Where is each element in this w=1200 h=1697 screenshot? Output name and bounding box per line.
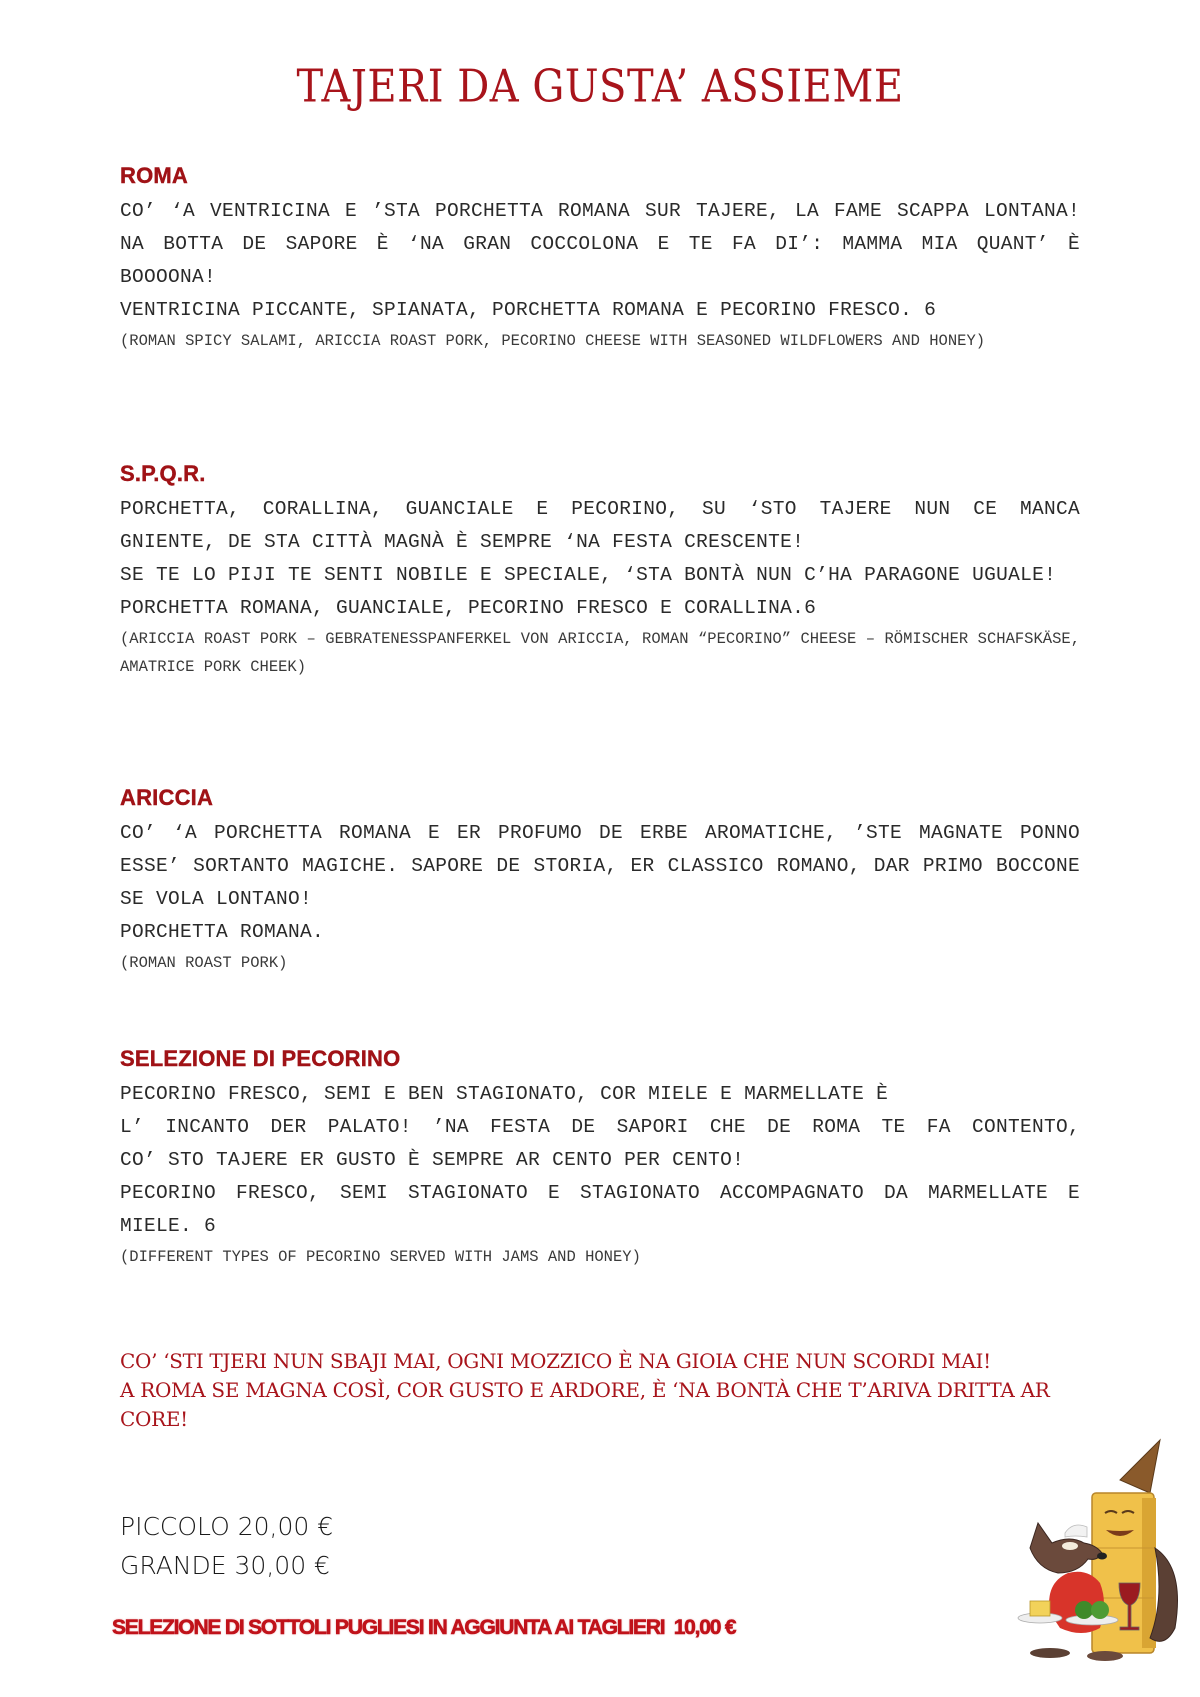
section-translation: (ROMAN ROAST PORK) bbox=[120, 954, 288, 972]
section-ariccia bbox=[120, 785, 1080, 977]
price-list bbox=[120, 1507, 333, 1585]
section-translation: (ARICCIA ROAST PORK – GEBRATENESSPANFERKEL VON ARICCIA, ROMAN “PECORINO” CHEESE – RÖMISCHER SCHAFSKÄSE, AMATRICE PORK CHEEK) bbox=[120, 630, 1080, 676]
section-translation: (ROMAN SPICY SALAMI, ARICCIA ROAST PORK, PECORINO CHEESE WITH SEASONED WILDFLOWERS AND HONEY) bbox=[120, 332, 986, 350]
wolf-cheese-mascot-icon bbox=[1010, 1438, 1185, 1668]
extra-offer: SELEZIONE DI SOTTOLI PUGLIESI IN AGGIUNTA AI TAGLIERI 10,00 € bbox=[112, 1616, 736, 1639]
section-title: ROMA bbox=[120, 163, 189, 188]
section-title: SELEZIONE DI PECORINO bbox=[120, 1046, 401, 1071]
section-description-line: L’ INCANTO DER PALATO! ’NA FESTA DE SAPORI CHE DE ROMA TE FA CONTENTO, bbox=[120, 1116, 1080, 1138]
section-ingredients: PORCHETTA ROMANA. bbox=[120, 921, 325, 943]
section-ingredients: VENTRICINA PICCANTE, SPIANATA, PORCHETTA ROMANA E PECORINO FRESCO. 6 bbox=[120, 299, 937, 321]
section-title: S.P.Q.R. bbox=[120, 461, 206, 486]
section-roma bbox=[120, 163, 1080, 355]
closing-line: CORE! bbox=[120, 1407, 188, 1431]
section-pecorino bbox=[120, 1046, 1080, 1271]
closing-line: A ROMA SE MAGNA COSÌ, COR GUSTO E ARDORE, È ‘NA BONTÀ CHE T’ARIVA DRITTA AR bbox=[120, 1378, 1050, 1402]
section-description-line: PECORINO FRESCO, SEMI E BEN STAGIONATO, COR MIELE E MARMELLATE È bbox=[120, 1083, 889, 1105]
section-spqr bbox=[120, 461, 1080, 681]
section-description-2: SE TE LO PIJI TE SENTI NOBILE E SPECIALE, ‘STA BONTÀ NUN C’HA PARAGONE UGUALE! bbox=[120, 564, 1057, 586]
section-description: CO’ ‘A PORCHETTA ROMANA E ER PROFUMO DE ERBE AROMATICHE, ’STE MAGNATE PONNO ESSE’ SORTANTO MAGICHE. SAPORE DE STORIA, ER CLASSICO ROMANO, DAR PRIMO BOCCONE SE VOLA LONTANO! bbox=[120, 822, 1080, 910]
section-translation: (DIFFERENT TYPES OF PECORINO SERVED WITH JAMS AND HONEY) bbox=[120, 1248, 641, 1266]
price-small: PICCOLO 20,00 € bbox=[120, 1512, 334, 1541]
page-title: TAJERI DA GUSTA’ ASSIEME bbox=[296, 61, 904, 113]
closing-rhyme bbox=[120, 1347, 1140, 1434]
section-ingredients: PORCHETTA ROMANA, GUANCIALE, PECORINO FRESCO E CORALLINA.6 bbox=[120, 597, 817, 619]
price-large: GRANDE 30,00 € bbox=[120, 1551, 330, 1580]
section-description-line: CO’ STO TAJERE ER GUSTO È SEMPRE AR CENTO PER CENTO! bbox=[120, 1149, 745, 1171]
section-description: PORCHETTA, CORALLINA, GUANCIALE E PECORINO, SU ‘STO TAJERE NUN CE MANCA GNIENTE, DE STA CITTÀ MAGNÀ È SEMPRE ‘NA FESTA CRESCENTE! bbox=[120, 498, 1080, 553]
section-ingredients: PECORINO FRESCO, SEMI STAGIONATO E STAGIONATO ACCOMPAGNATO DA MARMELLATE E MIELE. 6 bbox=[120, 1182, 1080, 1237]
section-description: CO’ ‘A VENTRICINA E ’STA PORCHETTA ROMANA SUR TAJERE, LA FAME SCAPPA LONTANA! NA BOTTA DE SAPORE È ‘NA GRAN COCCOLONA E TE FA DI’: MAMMA MIA QUANT’ È BOOOONA! bbox=[120, 200, 1080, 288]
section-title: ARICCIA bbox=[120, 785, 214, 810]
closing-line: CO’ ‘STI TJERI NUN SBAJI MAI, OGNI MOZZICO È NA GIOIA CHE NUN SCORDI MAI! bbox=[120, 1349, 991, 1373]
